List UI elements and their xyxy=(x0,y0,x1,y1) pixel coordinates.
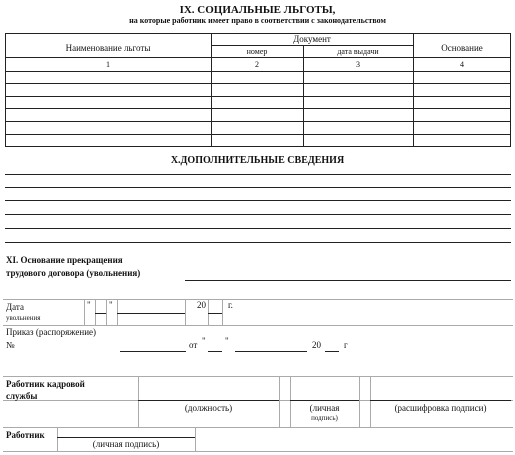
year-prefix: 20 xyxy=(197,300,206,310)
benefits-header-line xyxy=(5,71,511,72)
position-caption: (должность) xyxy=(184,403,233,413)
dismissal-date-label: Дата xyxy=(6,302,24,312)
order-quote-open: " xyxy=(202,336,206,346)
quote-close: " xyxy=(109,300,113,310)
row-line xyxy=(3,299,513,300)
column-number: 4 xyxy=(460,60,464,69)
personal-signature-caption: (личная xyxy=(309,403,340,413)
writing-line xyxy=(5,187,511,188)
column-number: 1 xyxy=(106,60,110,69)
year-input-line[interactable] xyxy=(208,313,222,314)
section11-title-line2: трудового договора (увольнения) xyxy=(6,268,141,278)
section10-title: X.ДОПОЛНИТЕЛЬНЫЕ СВЕДЕНИЯ xyxy=(170,155,345,166)
row-line xyxy=(3,451,513,452)
cell-divider xyxy=(195,427,196,451)
benefits-header-line xyxy=(5,57,511,58)
writing-line xyxy=(5,242,511,243)
row-line xyxy=(3,427,513,428)
section9-title: IX. СОЦИАЛЬНЫЕ ЛЬГОТЫ, xyxy=(179,4,336,16)
table-row xyxy=(5,83,511,84)
column-number: 3 xyxy=(356,60,360,69)
issue-date-header: дата выдачи xyxy=(337,47,379,56)
table-row xyxy=(5,96,511,97)
order-month-line[interactable] xyxy=(235,351,307,352)
signature-decoding-caption: (расшифровка подписи) xyxy=(394,403,487,413)
position-input-line[interactable] xyxy=(138,400,279,401)
order-day-line[interactable] xyxy=(208,351,222,352)
order-number-line[interactable] xyxy=(120,351,186,352)
employee-label: Работник xyxy=(6,430,45,440)
cell-divider xyxy=(84,299,85,325)
hr-worker-label-cont: службы xyxy=(6,391,38,401)
cell-divider xyxy=(117,299,118,325)
table-row xyxy=(5,108,511,109)
row-line xyxy=(3,376,513,377)
section11-title-line1: XI. Основание прекращения xyxy=(6,255,123,265)
cell-divider xyxy=(222,299,223,325)
number-sign: № xyxy=(6,340,15,350)
row-line xyxy=(3,325,513,326)
order-year-line[interactable] xyxy=(325,351,339,352)
writing-line xyxy=(5,214,511,215)
order-year-suffix: г xyxy=(344,340,348,350)
number-header: номер xyxy=(246,47,268,56)
cell-divider xyxy=(279,376,280,427)
cell-divider xyxy=(138,376,139,427)
quote-open: " xyxy=(87,300,91,310)
benefits-header-line xyxy=(211,45,413,46)
cell-divider xyxy=(359,376,360,427)
basis-header: Основание xyxy=(441,43,483,53)
order-quote-close: " xyxy=(225,336,229,346)
dismissal-date-sublabel: увольнения xyxy=(6,314,41,322)
order-year-prefix: 20 xyxy=(312,340,321,350)
document-header: Документ xyxy=(293,34,331,44)
year-suffix: г. xyxy=(228,300,233,310)
section9-subtitle: на которые работник имеет право в соответствии с законодательством xyxy=(129,16,386,25)
cell-divider xyxy=(185,299,186,325)
from-label: от xyxy=(189,340,198,350)
termination-basis-line xyxy=(185,280,511,281)
signature-input-line[interactable] xyxy=(290,400,359,401)
cell-divider xyxy=(106,299,107,325)
employee-signature-line[interactable] xyxy=(57,437,195,438)
column-number: 2 xyxy=(255,60,259,69)
cell-divider xyxy=(370,376,371,427)
table-row xyxy=(5,134,511,135)
order-label: Приказ (распоряжение) xyxy=(6,327,97,337)
cell-divider xyxy=(208,299,209,325)
writing-line xyxy=(5,174,511,175)
month-input-line[interactable] xyxy=(117,313,185,314)
personal-signature-caption-cont: подпись) xyxy=(311,414,338,422)
cell-divider xyxy=(95,299,96,325)
signature-decoding-input-line[interactable] xyxy=(370,400,511,401)
employee-signature-caption: (личная подпись) xyxy=(92,439,160,449)
benefit-name-header: Наименование льготы xyxy=(65,43,151,53)
writing-line xyxy=(5,200,511,201)
writing-line xyxy=(5,228,511,229)
hr-worker-label: Работник кадровой xyxy=(6,379,85,389)
day-input-line[interactable] xyxy=(95,313,106,314)
table-row xyxy=(5,121,511,122)
